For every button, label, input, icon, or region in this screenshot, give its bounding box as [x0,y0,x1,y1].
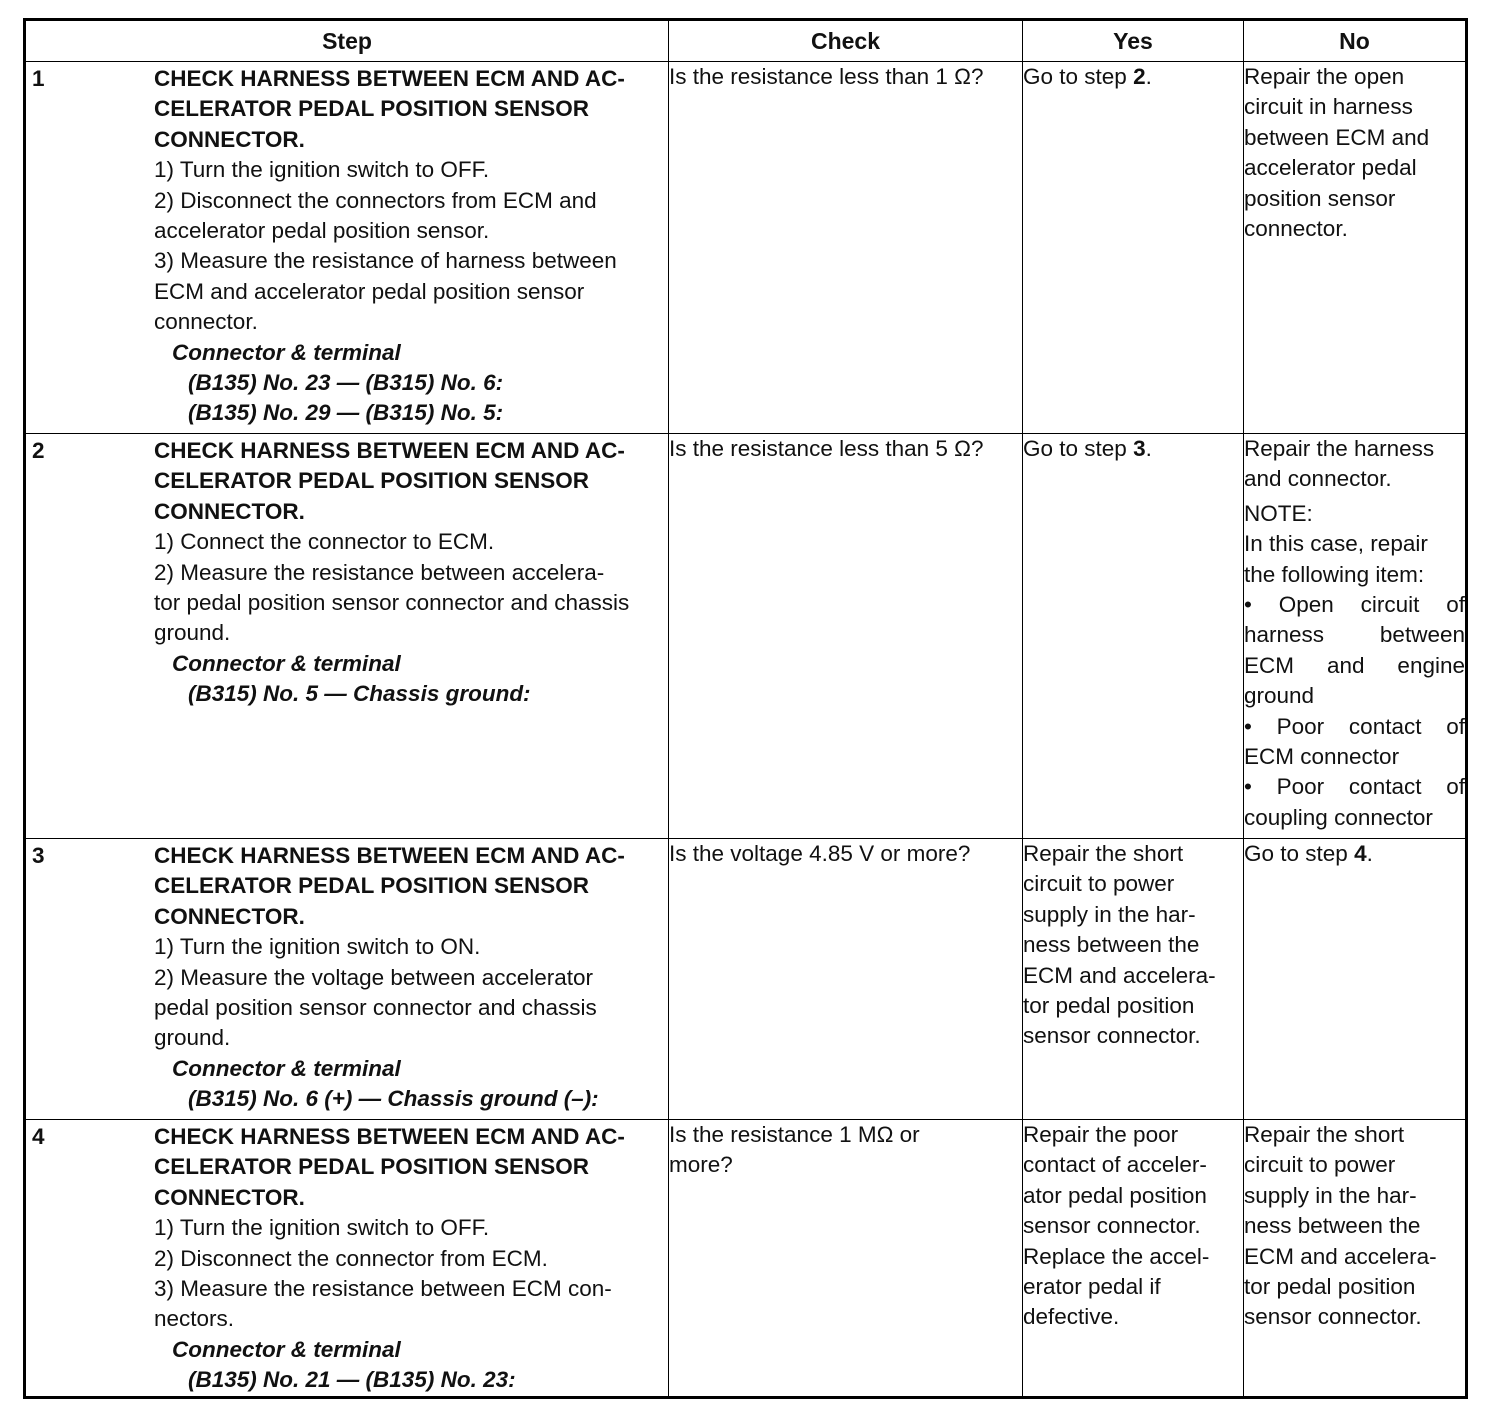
procedure-line: ground. [154,1025,231,1051]
procedure-line: ECM and accelerator pedal position sensor [154,278,585,304]
step-title-line: CONNECTOR. [154,1184,305,1210]
yes-line: sensor connector. [1023,1213,1201,1239]
no-cell [1244,1120,1467,1398]
step-title-line: CELERATOR PEDAL POSITION SENSOR [154,873,590,899]
check-cell: Is the resistance less than 5 Ω? [669,434,1023,839]
no-text-end: . [1366,841,1373,866]
yes-text-end: . [1145,436,1152,461]
procedure-line: 2) Disconnect the connector from ECM. [154,1245,548,1271]
connector-terminal: (B135) No. 29 — (B315) No. 5: [188,400,504,426]
step-number: 3 [32,843,45,868]
yes-line: ECM and accelera- [1023,962,1216,988]
table-row [25,434,1467,839]
yes-line: circuit to power [1023,871,1175,897]
no-bullet: • Poor contact of coupling connector [1244,774,1465,830]
procedure-line: 2) Measure the resistance between accelera- [154,559,605,585]
yes-text-end: . [1145,64,1152,89]
yes-line: Repair the short [1023,841,1184,866]
no-line: the following item: [1244,561,1425,587]
step-number: 1 [32,66,45,91]
check-line: Is the resistance 1 MΩ or [669,1122,920,1147]
step-title-line: CHECK HARNESS BETWEEN ECM AND AC- [154,843,625,868]
connector-terminal: (B315) No. 6 (+) — Chassis ground (–): [188,1086,599,1112]
step-title-line: CELERATOR PEDAL POSITION SENSOR [154,1154,590,1180]
check-cell [669,1120,1023,1398]
yes-cell [1023,434,1244,839]
no-bullet: • Open circuit of harness between ECM and engine ground [1244,592,1465,709]
yes-line: supply in the har- [1023,901,1196,927]
step-title-line: CONNECTOR. [154,498,305,524]
connector-terminal: (B135) No. 23 — (B315) No. 6: [188,370,504,396]
no-line: between ECM and [1244,124,1430,150]
no-line: position sensor [1244,185,1396,211]
no-line: Repair the harness [1244,436,1435,461]
step-number: 2 [32,438,45,463]
yes-line: ator pedal position [1023,1182,1207,1208]
step-title-line: CHECK HARNESS BETWEEN ECM AND AC- [154,1124,625,1149]
no-line: sensor connector. [1244,1304,1422,1330]
table-row [25,839,1467,1120]
no-text: Go to step [1244,841,1355,866]
no-line: supply in the har- [1244,1182,1417,1208]
connector-heading: Connector & terminal [172,339,401,365]
header-no: No [1244,20,1467,62]
yes-line: tor pedal position [1023,993,1195,1019]
procedure-line: 2) Disconnect the connectors from ECM and [154,187,597,213]
no-line: Repair the short [1244,1122,1405,1147]
yes-line: defective. [1023,1304,1120,1330]
no-cell [1244,839,1467,1120]
yes-text: Go to step [1023,436,1134,461]
yes-line: Replace the accel- [1023,1243,1210,1269]
connector-heading: Connector & terminal [172,1055,401,1081]
table-row [25,62,1467,434]
check-cell: Is the resistance less than 1 Ω? [669,62,1023,434]
no-cell [1244,434,1467,839]
step-cell [25,1120,669,1398]
procedure-line: 3) Measure the resistance of harness between [154,248,617,274]
procedure-line: ground. [154,620,231,646]
no-line: Repair the open [1244,64,1405,89]
no-step-ref: 4 [1354,841,1367,866]
no-line: and connector. [1244,466,1392,492]
header-check: Check [669,20,1023,62]
yes-cell [1023,1120,1244,1398]
step-title-line: CELERATOR PEDAL POSITION SENSOR [154,468,590,494]
procedure-line: tor pedal position sensor connector and chassis [154,590,630,616]
no-line: circuit to power [1244,1152,1396,1178]
procedure-line: 1) Turn the ignition switch to OFF. [154,157,490,183]
yes-cell [1023,62,1244,434]
procedure-line: 1) Turn the ignition switch to ON. [154,934,481,960]
no-line: tor pedal position [1244,1274,1416,1300]
header-yes: Yes [1023,20,1244,62]
header-row [25,20,1467,62]
procedure-line: 1) Turn the ignition switch to OFF. [154,1215,490,1241]
procedure-line: pedal position sensor connector and chassis [154,995,597,1021]
yes-cell [1023,839,1244,1120]
yes-line: ness between the [1023,932,1200,958]
procedure-line: accelerator pedal position sensor. [154,218,490,244]
no-line: In this case, repair [1244,531,1428,557]
procedure-line: nectors. [154,1306,235,1332]
step-cell [25,434,669,839]
step-number: 4 [32,1124,45,1149]
yes-step-ref: 2 [1133,64,1146,89]
step-title-line: CHECK HARNESS BETWEEN ECM AND AC- [154,438,625,463]
procedure-line: connector. [154,309,258,335]
procedure-line: 2) Measure the voltage between accelerator [154,964,594,990]
procedure-line: 3) Measure the resistance between ECM con- [154,1276,612,1302]
no-line: ness between the [1244,1213,1421,1239]
connector-terminal: (B315) No. 5 — Chassis ground: [188,681,531,707]
no-line: accelerator pedal [1244,155,1417,181]
step-title-line: CONNECTOR. [154,126,305,152]
step-title-line: CHECK HARNESS BETWEEN ECM AND AC- [154,66,625,91]
yes-line: sensor connector. [1023,1023,1201,1049]
note-label: NOTE: [1244,500,1313,526]
no-cell [1244,62,1467,434]
step-title-line: CELERATOR PEDAL POSITION SENSOR [154,96,590,122]
procedure-line: 1) Connect the connector to ECM. [154,529,495,555]
yes-text: Go to step [1023,64,1134,89]
yes-line: Repair the poor [1023,1122,1179,1147]
connector-heading: Connector & terminal [172,1336,401,1362]
yes-step-ref: 3 [1133,436,1146,461]
step-cell [25,839,669,1120]
no-bullet: • Poor contact of ECM connector [1244,713,1465,770]
diagnostic-table [23,18,1468,1399]
no-line: connector. [1244,216,1348,242]
table-row [25,1120,1467,1398]
check-cell: Is the voltage 4.85 V or more? [669,839,1023,1120]
connector-heading: Connector & terminal [172,650,401,676]
check-line: more? [669,1152,733,1178]
header-step: Step [25,20,669,62]
step-cell [25,62,669,434]
yes-line: erator pedal if [1023,1274,1161,1300]
no-line: circuit in harness [1244,94,1413,120]
no-line: ECM and accelera- [1244,1243,1437,1269]
yes-line: contact of acceler- [1023,1152,1207,1178]
step-title-line: CONNECTOR. [154,903,305,929]
connector-terminal: (B135) No. 21 — (B135) No. 23: [188,1367,516,1393]
